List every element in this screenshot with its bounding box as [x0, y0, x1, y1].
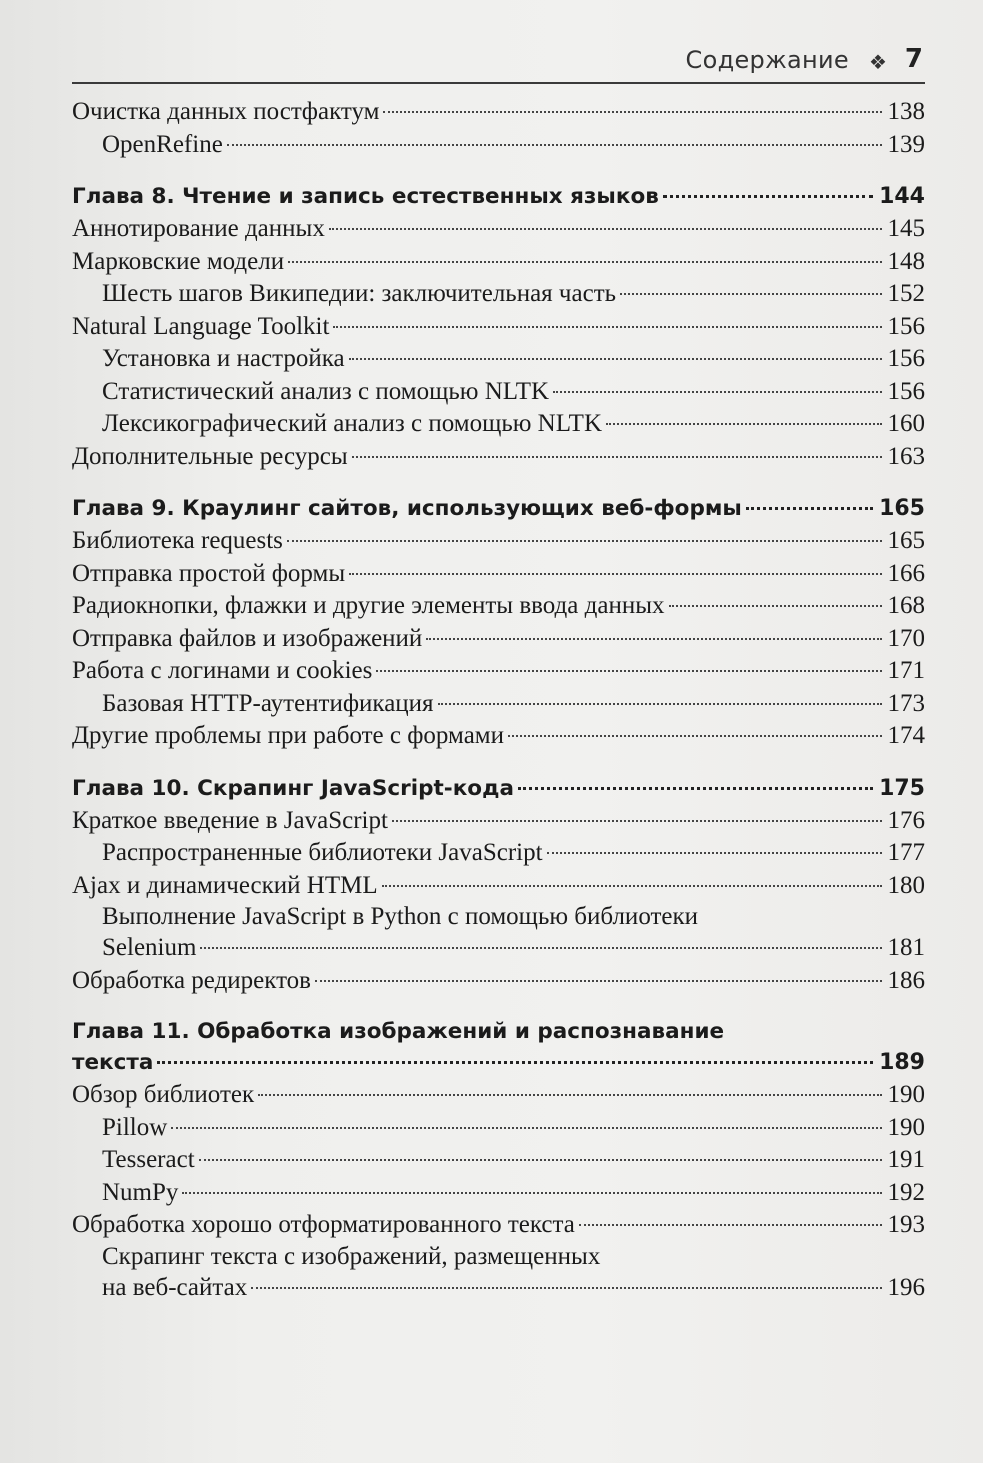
toc-entry: [72, 1209, 925, 1242]
toc-entry: [72, 525, 925, 558]
dot-leader: [383, 111, 881, 113]
entry-title: Очистка данных постфактум: [72, 98, 380, 125]
dot-leader: [199, 1159, 882, 1161]
entry-page-number: 186: [887, 966, 925, 994]
entry-title: Работа с логинами и cookies: [72, 657, 373, 684]
dot-leader: [426, 638, 881, 640]
toc-entry: [72, 213, 925, 246]
dot-leader: [182, 1192, 881, 1194]
entry-page-number: 193: [887, 1211, 925, 1238]
toc-entry: [72, 837, 925, 870]
entry-page-number: 160: [887, 410, 925, 437]
entry-page-number: 189: [879, 1050, 925, 1075]
entry-page-number: 192: [887, 1178, 925, 1206]
entry-page-number: 156: [887, 345, 925, 372]
entry-title: Pillow: [102, 1113, 168, 1141]
dot-leader: [352, 456, 882, 458]
entry-page-number: 176: [887, 806, 925, 834]
running-header: [70, 30, 923, 74]
entry-title: NumPy: [102, 1178, 179, 1206]
dot-leader: [251, 1287, 881, 1289]
toc-entry: [72, 376, 925, 409]
toc-entry-line: Скрапинг текста с изображений, размещенных: [102, 1242, 601, 1270]
entry-title: Глава 8. Чтение и запись естественных языков: [72, 184, 659, 209]
dot-leader: [258, 1094, 881, 1096]
toc-entry: [72, 1112, 925, 1145]
entry-page-number: 190: [887, 1113, 925, 1141]
toc-entry: [72, 1272, 925, 1305]
toc-entry: [72, 932, 925, 965]
dot-leader: [376, 670, 881, 672]
dot-leader: [382, 885, 882, 887]
toc-entry: [72, 246, 925, 279]
entry-title: Глава 10. Скрапинг JavaScript-кода: [72, 775, 514, 801]
entry-title: Глава 9. Краулинг сайтов, использующих веб-формы: [72, 496, 742, 521]
toc-entry-line: Выполнение JavaScript в Python с помощью библиотеки: [102, 903, 699, 930]
ornament-icon: ❖: [868, 50, 887, 74]
entry-page-number: 139: [887, 130, 925, 158]
chapter-entry: [72, 181, 925, 213]
dot-leader: [746, 507, 873, 510]
toc-entry: [72, 343, 925, 376]
entry-title: Обработка хорошо отформатированного текста: [72, 1211, 575, 1238]
entry-title: Selenium: [102, 934, 197, 961]
entry-title: Аннотирование данных: [72, 215, 325, 242]
entry-page-number: 144: [879, 184, 925, 209]
entry-title: Марковские модели: [72, 247, 285, 275]
dot-leader: [606, 423, 882, 425]
dot-leader: [663, 195, 873, 198]
entry-title: Отправка простой формы: [72, 559, 346, 587]
dot-leader: [518, 787, 873, 790]
entry-page-number: 156: [887, 377, 925, 405]
entry-title: Радиокнопки, флажки и другие элементы ввода данных: [72, 592, 665, 619]
table-of-contents: [72, 96, 925, 1304]
entry-page-number: 168: [887, 592, 925, 619]
dot-leader: [553, 391, 881, 393]
entry-page-number: 163: [887, 442, 925, 470]
toc-entry: [72, 408, 925, 441]
entry-title: Шесть шагов Википедии: заключительная часть: [102, 280, 617, 307]
entry-page-number: 174: [887, 722, 925, 749]
entry-title: OpenRefine: [102, 130, 223, 158]
chapter-entry: [72, 493, 925, 525]
toc-entry: [72, 720, 925, 753]
entry-title: Краткое введение в JavaScript: [72, 806, 388, 834]
toc-entry: [72, 278, 925, 311]
toc-entry: [72, 688, 925, 721]
dot-leader: [349, 358, 882, 360]
toc-entry: [72, 870, 925, 903]
toc-entry: [72, 441, 925, 474]
entry-page-number: 165: [887, 527, 925, 554]
entry-title: Дополнительные ресурсы: [72, 442, 348, 470]
entry-page-number: 180: [887, 871, 925, 899]
entry-page-number: 166: [887, 559, 925, 587]
dot-leader: [438, 703, 882, 705]
header-rule: [72, 82, 925, 84]
entry-title: Статистический анализ с помощью NLTK: [102, 377, 550, 405]
entry-title: Обзор библиотек: [72, 1081, 255, 1108]
entry-title: Tesseract: [102, 1146, 195, 1173]
entry-title: Распространенные библиотеки JavaScript: [102, 839, 543, 866]
entry-page-number: 152: [887, 280, 925, 307]
dot-leader: [333, 326, 881, 328]
entry-title: Базовая HTTP-аутентификация: [102, 689, 434, 717]
dot-leader: [579, 1224, 882, 1226]
entry-page-number: 190: [887, 1081, 925, 1108]
entry-title: Установка и настройка: [102, 345, 345, 372]
dot-leader: [392, 820, 882, 822]
dot-leader: [171, 1127, 881, 1129]
dot-leader: [315, 980, 882, 982]
toc-entry: [72, 623, 925, 656]
entry-page-number: 177: [887, 839, 925, 866]
toc-entry: [72, 805, 925, 838]
entry-title: на веб-сайтах: [102, 1273, 248, 1301]
entry-title: Лексикографический анализ с помощью NLTK: [102, 410, 602, 437]
entry-page-number: 170: [887, 624, 925, 652]
toc-entry: [72, 655, 925, 688]
entry-page-number: 175: [879, 775, 925, 801]
toc-entry: [72, 311, 925, 344]
dot-leader: [227, 144, 882, 146]
dot-leader: [287, 540, 882, 542]
dot-leader: [200, 947, 881, 949]
toc-entry: [72, 558, 925, 591]
entry-page-number: 191: [887, 1146, 925, 1173]
dot-leader: [157, 1061, 873, 1064]
entry-title: Ajax и динамический HTML: [72, 871, 378, 899]
toc-entry: [72, 1144, 925, 1177]
entry-page-number: 181: [887, 934, 925, 961]
chapter-entry: [72, 773, 925, 805]
dot-leader: [329, 228, 882, 230]
entry-title: текста: [72, 1050, 154, 1075]
dot-leader: [547, 852, 882, 854]
toc-entry: [72, 590, 925, 623]
page-number: 7: [904, 44, 923, 74]
entry-page-number: 165: [879, 496, 925, 521]
entry-page-number: 148: [887, 247, 925, 275]
entry-title: Отправка файлов и изображений: [72, 624, 423, 652]
dot-leader: [349, 573, 881, 575]
toc-entry: [72, 96, 925, 129]
entry-title: Другие проблемы при работе с формами: [72, 722, 504, 749]
entry-page-number: 196: [887, 1273, 925, 1301]
dot-leader: [620, 293, 881, 295]
entry-title: Библиотека requests: [72, 527, 283, 554]
dot-leader: [669, 605, 882, 607]
entry-title: Natural Language Toolkit: [72, 312, 330, 340]
entry-title: Обработка редиректов: [72, 966, 311, 994]
entry-page-number: 173: [887, 689, 925, 717]
entry-page-number: 171: [887, 657, 925, 684]
chapter-title-line: Глава 11. Обработка изображений и распознавание: [72, 1019, 725, 1044]
entry-page-number: 156: [887, 312, 925, 340]
entry-page-number: 138: [887, 98, 925, 125]
toc-entry: [72, 965, 925, 998]
toc-entry: [72, 1177, 925, 1210]
toc-entry: [72, 129, 925, 162]
dot-leader: [508, 735, 882, 737]
dot-leader: [288, 261, 881, 263]
toc-entry: [72, 1079, 925, 1112]
chapter-entry: [72, 1047, 925, 1079]
running-title: Содержание: [685, 46, 849, 74]
entry-page-number: 145: [887, 215, 925, 242]
